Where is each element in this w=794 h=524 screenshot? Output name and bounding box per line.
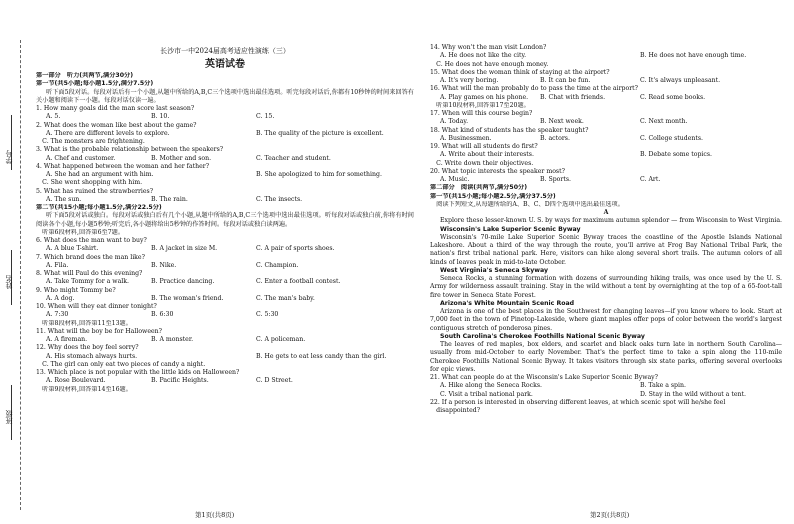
question: 15. What does the woman think of staying at the airport? [430, 68, 610, 76]
option-c: C. Art. [640, 176, 661, 183]
option-a: A. Fila. [46, 261, 69, 269]
student-id-label: 学号 [5, 150, 13, 164]
option-a: A. Take Tommy for a walk. [46, 278, 129, 286]
paragraph: Seneca Rocks, a stunning formation with dozens of surrounding hiking trails, was once used by the U. S. Army for wilderness assault training. Stay in the wild without a tent by overnighting at the top of a 65-foot-tall fire tower in Seneca State Forest. [430, 275, 782, 299]
paragraph: Explore these lesser-known U. S. by ways for maximum autumn splendor — from Wisconsin to West Virginia. [440, 217, 782, 225]
option-a: A. He does not like the city. [440, 52, 527, 60]
question: C. The monsters are frightening. [36, 138, 145, 145]
option-c: C. 15. [256, 113, 275, 121]
option-a: C. Visit a tribal national park. [440, 390, 533, 398]
option-b: B. The quality of the picture is excellent. [256, 129, 384, 137]
option-b: B. A monster. [151, 336, 194, 343]
question: 19. What will all students do first? [430, 143, 538, 150]
option-b: B. The woman's friend. [151, 294, 224, 302]
question: 1. How many goals did the man score last season? [36, 105, 195, 112]
option-b: B. Debate some topics. [640, 151, 713, 159]
answer-options [36, 311, 414, 319]
subsection-heading: Arizona's White Mountain Scenic Road [440, 299, 575, 307]
answer-options [36, 155, 414, 163]
paragraph: 听下面5段对话或独白。每段对话或独白后有几个小题,从题中所给的A,B,C三个选项中选出最佳选项。听每段对话或独白前,你将有时间阅读各个小题,每小题5秒钟;听完后,各小题将给出5秒钟的作答时间。每段对话或独白读两遍。 [36, 212, 414, 228]
section-heading: 第一部分 听力(共两节,满分30分) [36, 72, 134, 79]
option-c: C. Champion. [256, 261, 299, 269]
option-a: A. A fireman. [46, 336, 88, 343]
question: C. Write down their objectives. [430, 159, 534, 167]
subsection-heading: West Virginia's Seneca Skyway [440, 266, 549, 274]
option-c: C. A pair of sports shoes. [256, 245, 335, 253]
option-a: A. His stomach always hurts. [46, 352, 138, 360]
option-a: A. Write about their interests. [440, 151, 534, 159]
option-c: C. 5:30 [256, 311, 279, 319]
option-a: A. 5. [46, 113, 61, 121]
option-c: C. Teacher and student. [256, 154, 331, 162]
subsection-heading: Wisconsin's Lake Superior Scenic Byway [440, 225, 581, 233]
option-b: B. A jacket in size M. [151, 245, 218, 253]
option-a: A. Chef and customer. [46, 154, 116, 162]
question: 阅读下列短文,从每题所给的A、B、C、D四个选项中选出最佳选项。 [430, 200, 624, 208]
option-b: B. He gets to eat less candy than the girl. [256, 352, 387, 360]
passage-label: A [603, 209, 609, 216]
exam-subject-title: 英语试卷 [205, 59, 245, 70]
paragraph: The leaves of red maples, box elders, and scarlet and black oaks turn late in northern South Carolina—usually from mid-October to early November. That's the perfect time to take a spin along the 110-mile Cherokee Foothills National Scenic Byway. It takes visitors through six state parks, offering several overlooks for epic views. [430, 341, 782, 373]
page-2-column [430, 44, 782, 415]
answer-options [430, 151, 782, 159]
option-a: A. Hike along the Seneca Rocks. [440, 382, 542, 390]
question: 9. Who might Tommy be? [36, 286, 116, 294]
option-a: A. Today. [440, 118, 469, 126]
option-b: B. Next week. [540, 118, 584, 126]
option-b: B. Pacific Heights. [151, 377, 209, 385]
question: 2. What does the woman like best about the game? [36, 121, 197, 129]
answer-options [430, 176, 782, 184]
question: 12. Why does the boy feel sorry? [36, 344, 139, 352]
answer-options [36, 245, 414, 253]
question: 5. What has ruined the strawberries? [36, 187, 154, 195]
option-c: C. D Street. [256, 377, 293, 385]
option-a: A. Businessmen. [440, 134, 492, 142]
question: 20. What topic interests the speaker most? [430, 167, 565, 175]
option-c: C. Enter a football contest. [256, 278, 341, 286]
subsection-heading: South Carolina's Cherokee Foothills National Scenic Byway [440, 332, 645, 340]
option-a: A. Play games on his phone. [440, 93, 529, 101]
section-heading: 第一节(共5小题;每小题1.5分,满分7.5分) [36, 80, 154, 88]
option-b: B. 6:30 [151, 311, 174, 319]
option-a: A. Rose Boulevard. [46, 377, 106, 385]
option-b: B. The rain. [151, 195, 188, 203]
option-b: B. It can be fun. [540, 77, 591, 84]
option-b: B. actors. [540, 134, 570, 142]
question: disappointed? [430, 407, 481, 414]
question: 22. If a person is interested in observing different leaves, at which scenic spot will he/she feel [430, 398, 726, 406]
answer-options [36, 336, 414, 344]
section-heading: 第二节(共15小题;每小题1.5分,满分22.5分) [36, 204, 162, 211]
answer-options [430, 382, 782, 390]
option-b: B. Nike. [151, 261, 177, 269]
binding-margin [0, 0, 28, 524]
question: 21. What can people do at the Wisconsin's Lake Superior Scenic Byway? [430, 374, 658, 381]
option-b: B. Take a spin. [640, 382, 686, 390]
option-a: A. A dog. [46, 294, 75, 302]
option-c: C. The man's baby. [256, 294, 315, 302]
answer-options [36, 113, 414, 121]
exam-school-title: 长沙市一中2024届高考适应性演练（三） [160, 47, 290, 55]
answer-options [36, 353, 414, 361]
option-b: B. Mother and son. [151, 154, 212, 162]
question: 13. Which place is not popular with the little kids on Halloween? [36, 369, 240, 376]
section-heading: 第一节(共15小题;每小题2.5分,满分37.5分) [430, 192, 556, 200]
answer-options [430, 52, 782, 60]
cut-line [20, 40, 21, 510]
question: C. The girl can only eat two pieces of candy a night. [36, 360, 206, 368]
question: 8. What will Paul do this evening? [36, 270, 143, 277]
option-c: C. The insects. [256, 195, 303, 203]
question: 17. When will this course begin? [430, 110, 533, 117]
option-b: B. Practice dancing. [151, 278, 215, 286]
option-a: A. The sun. [46, 195, 82, 203]
answer-options [430, 135, 782, 143]
option-b: B. She apologized to him for something. [256, 171, 382, 178]
option-a: A. She had an argument with him. [46, 171, 154, 178]
answer-options [430, 94, 782, 102]
option-c: C. Next month. [640, 118, 688, 126]
option-a: A. It's very boring. [440, 77, 499, 84]
answer-options [430, 118, 782, 126]
answer-options [430, 77, 782, 85]
option-a: A. Music. [440, 176, 470, 183]
question: 14. Why won't the man visit London? [430, 44, 547, 51]
paragraph: Wisconsin's 70-mile Lake Superior Scenic Byway traces the coastline of the Apostle Islands National Lakeshore. About a third of the way through the route, you'll arrive at Frog Bay National Tribal Park, the nation's first tribal national park. Here, visitors can hike along several short trails. The autumn colors of all kinds of leaves peak in mid-to-late October. [430, 233, 782, 266]
answer-options [430, 391, 782, 399]
option-a: A. 7:30 [46, 311, 69, 319]
question: 11. What will the boy be for Halloween? [36, 327, 162, 335]
question: C. He does not have enough money. [430, 60, 549, 68]
page-1-footer: 第1页(共8页) [195, 511, 235, 519]
question: 18. What kind of students has the speaker taught? [430, 126, 589, 134]
question: 听第9段材料,回答第14至16题。 [36, 385, 132, 393]
option-c: C. A policeman. [256, 336, 306, 343]
question: 听第8段材料,回答第11至13题。 [36, 319, 132, 327]
question: 听第6段材料,回答第6至7题。 [36, 228, 125, 236]
answer-options [36, 171, 414, 179]
section-heading: 第二部分 阅读(共两节,满分50分) [430, 184, 528, 192]
option-c: C. Read some books. [640, 93, 706, 101]
name-label: 姓名 [5, 275, 13, 289]
page-1-column [36, 72, 414, 394]
question: 10. When will they eat dinner tonight? [36, 303, 157, 310]
paragraph: Arizona is one of the best places in the Southwest for changing leaves—if you know where to look. Start at 7,000 feet in the town of Pinetop-Lakeside, where giant maples offer pops of color between the world's largest contiguous stretch of ponderosa pines. [430, 308, 782, 332]
question: 听第10段材料,回答第17至20题。 [430, 101, 530, 109]
question: 4. What happened between the woman and her father? [36, 162, 210, 170]
question: 16. What will the man probably do to pass the time at the airport? [430, 85, 638, 93]
option-b: B. Sports. [540, 176, 571, 183]
paragraph: 听下面5段对话。每段对话后有一个小题,从题中所给的A,B,C三个选项中选出最佳选项。听完每段对话后,你都有10秒钟的时间来回答有关小题和阅读下一小题。每段对话仅读一遍。 [36, 88, 414, 104]
option-a: A. A blue T-shirt. [46, 245, 99, 253]
answer-options [36, 377, 414, 385]
answer-options [36, 295, 414, 303]
option-b: B. Chat with friends. [540, 93, 606, 101]
option-b: B. 10. [151, 113, 170, 121]
option-b: D. Stay in the wild without a tent. [640, 390, 746, 398]
answer-options [36, 196, 414, 204]
option-c: C. College students. [640, 134, 703, 142]
question: 6. What does the man want to buy? [36, 237, 147, 244]
answer-options [36, 278, 414, 286]
answer-options [36, 262, 414, 270]
question: C. She went shopping with him. [36, 179, 143, 187]
class-label: 班级 [5, 410, 13, 424]
option-b: B. He does not have enough time. [640, 52, 747, 60]
option-c: C. It's always unpleasant. [640, 77, 721, 84]
option-a: A. There are different levels to explore. [46, 129, 170, 137]
answer-options [36, 130, 414, 138]
question: 7. Which brand does the man like? [36, 253, 145, 261]
question: 3. What is the probable relationship between the speakers? [36, 146, 224, 154]
page-2-footer: 第2页(共8页) [590, 511, 630, 519]
